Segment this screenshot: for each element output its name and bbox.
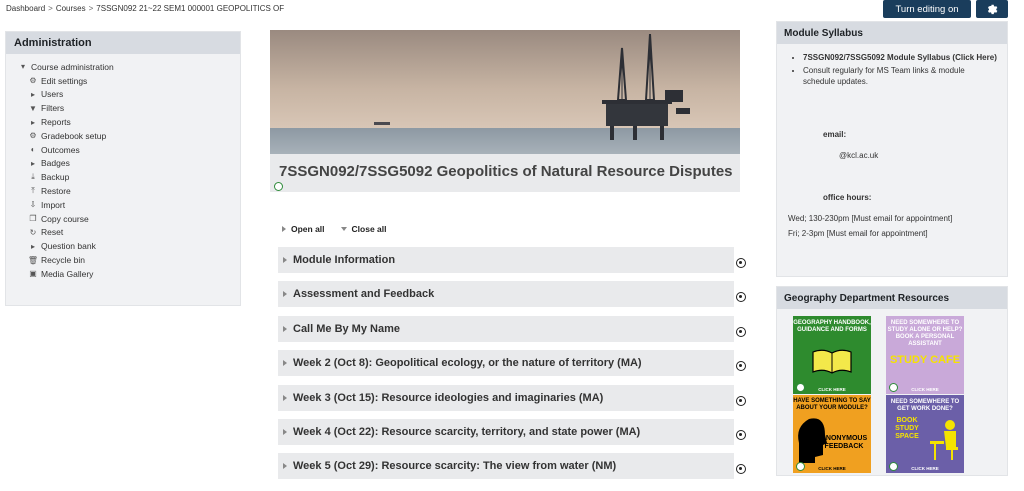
breadcrumb [6, 4, 284, 13]
oil-rig-image [270, 30, 740, 154]
course-section[interactable] [278, 385, 734, 411]
admin-item[interactable] [18, 88, 240, 102]
course-section[interactable] [278, 350, 734, 376]
admin-item[interactable] [18, 198, 240, 212]
completion-radio-icon[interactable] [736, 292, 746, 302]
course-section-title: Week 2 (Oct 8): Geopolitical ecology, or the nature of territory (MA) [293, 357, 642, 369]
chevron-right-icon [283, 429, 287, 435]
email-label: email: [823, 130, 847, 139]
kcl-badge-icon [889, 383, 898, 392]
admin-item-label: Outcomes [41, 144, 80, 155]
kcl-badge-icon [796, 462, 805, 471]
tile-text: GEOGRAPHY HANDBOOK, GUIDANCE AND FORMS [793, 320, 871, 333]
close-all-label: Close all [351, 224, 387, 234]
chevron-right-icon: ▸ [30, 117, 35, 127]
upload-icon: ⤒ [31, 186, 35, 196]
download-icon: ⤓ [31, 172, 35, 182]
completion-radio-icon[interactable] [736, 430, 746, 440]
admin-item[interactable] [18, 226, 240, 240]
tile-heading: STUDY CAFE [889, 354, 961, 366]
chevron-right-icon: ▸ [30, 89, 35, 99]
gear-icon [986, 3, 998, 15]
admin-item-label: Restore [41, 186, 71, 197]
course-section-title: Module Information [293, 254, 396, 266]
reset-icon: ↻ [29, 227, 37, 237]
course-section[interactable] [278, 419, 734, 445]
kcl-badge-icon [796, 383, 805, 392]
admin-item-label: Edit settings [41, 75, 88, 86]
anonymous-feedback-tile[interactable] [793, 395, 871, 473]
filter-icon: ▼ [29, 103, 37, 113]
course-section-title: Week 3 (Oct 15): Resource ideologies and imaginaries (MA) [293, 392, 604, 404]
chevron-right-icon [283, 291, 287, 297]
admin-item-label: Badges [41, 158, 70, 169]
copy-icon: ❐ [29, 214, 37, 224]
chevron-down-icon [341, 227, 347, 231]
trash-icon: 🗑 [27, 255, 39, 265]
tile-click-label: CLICK HERE [818, 466, 846, 471]
admin-item-label: Course administration [31, 61, 114, 72]
breadcrumb-separator: > [88, 4, 94, 13]
admin-item-label: Copy course [41, 213, 89, 224]
completion-radio-icon[interactable] [736, 258, 746, 268]
module-syllabus-title: Module Syllabus [777, 22, 1007, 44]
import-icon: ⇩ [29, 200, 37, 210]
completion-radio-icon[interactable] [736, 361, 746, 371]
kcl-badge-icon [889, 462, 898, 471]
admin-item[interactable] [18, 253, 240, 267]
study-cafe-tile[interactable] [886, 316, 964, 394]
chevron-right-icon [283, 257, 287, 263]
tile-text: NEED SOMEWHERE TO STUDY ALONE OR HELP? BOOK A PERSONAL ASSISTANT [887, 320, 963, 347]
administration-block [5, 31, 241, 306]
course-section-title: Assessment and Feedback [293, 288, 435, 300]
book-icon [811, 346, 853, 376]
book-study-space-tile[interactable] [886, 395, 964, 473]
course-section[interactable] [278, 281, 734, 307]
breadcrumb-courses[interactable]: Courses [55, 4, 86, 13]
breadcrumb-separator: > [48, 4, 53, 13]
completion-radio-icon[interactable] [736, 396, 746, 406]
course-section-title: Week 4 (Oct 22): Resource scarcity, territory, and state power (MA) [293, 426, 641, 438]
office-hours-line: Wed; 130-230pm [Must email for appointment] [788, 214, 953, 223]
syllabus-list [777, 44, 1007, 87]
breadcrumb-dashboard[interactable]: Dashboard [6, 4, 46, 13]
settings-button[interactable] [976, 0, 1008, 18]
admin-item[interactable] [18, 101, 240, 115]
handbook-tile[interactable] [793, 316, 871, 394]
chevron-right-icon: ▸ [30, 241, 35, 251]
admin-item-label: Gradebook setup [41, 130, 107, 141]
chevron-down-icon: ▾ [20, 62, 25, 72]
chevron-right-icon [283, 463, 287, 469]
geography-resources-block [776, 286, 1008, 476]
course-title: 7SSGN092/7SSG5092 Geopolitics of Natural Resource Disputes [279, 163, 733, 180]
admin-item-label: Users [41, 89, 64, 100]
admin-item-label: Question bank [41, 241, 96, 252]
admin-item[interactable] [18, 212, 240, 226]
admin-item[interactable] [18, 170, 240, 184]
admin-item-label: Filters [41, 103, 65, 114]
gear-icon: ⚙ [29, 131, 37, 141]
outcomes-icon: ◐ [30, 145, 36, 155]
admin-item[interactable] [18, 239, 240, 253]
turn-editing-button[interactable]: Turn editing on [883, 0, 971, 18]
tile-click-label: CLICK HERE [818, 387, 846, 392]
tile-text: HAVE SOMETHING TO SAY ABOUT YOUR MODULE? [793, 398, 871, 411]
section-toggle-controls [282, 224, 403, 234]
media-icon: ▣ [29, 269, 37, 279]
chevron-right-icon [283, 326, 287, 332]
administration-list [6, 54, 240, 281]
course-section-title: Call Me By My Name [293, 323, 400, 335]
course-title-box [270, 154, 740, 192]
course-section[interactable] [278, 247, 734, 273]
course-badge-icon [274, 182, 283, 191]
admin-item-label: Reset [41, 227, 64, 238]
admin-item-label: Backup [41, 172, 70, 183]
open-all-button[interactable] [282, 224, 325, 234]
admin-item[interactable] [18, 74, 240, 88]
course-banner-image [270, 30, 740, 154]
admin-item[interactable] [18, 157, 240, 171]
completion-radio-icon[interactable] [736, 464, 746, 474]
chevron-right-icon: ▸ [30, 158, 35, 168]
admin-item[interactable] [18, 267, 240, 281]
open-all-label: Open all [291, 224, 325, 234]
admin-item-label: Import [41, 199, 66, 210]
chevron-right-icon [283, 395, 287, 401]
admin-item[interactable] [18, 143, 240, 157]
admin-item[interactable] [18, 184, 240, 198]
admin-item[interactable] [18, 129, 240, 143]
geography-resources-title: Geography Department Resources [777, 287, 1007, 309]
tile-heading: ANONYMOUS FEEDBACK [820, 435, 868, 450]
gear-icon: ⚙ [29, 76, 37, 86]
chevron-right-icon [283, 360, 287, 366]
tile-text: NEED SOMEWHERE TO GET WORK DONE? [890, 399, 960, 412]
desk-chair-icon [926, 417, 962, 463]
admin-item-label: Media Gallery [41, 268, 94, 279]
completion-radio-icon[interactable] [736, 327, 746, 337]
close-all-button[interactable] [341, 224, 387, 234]
admin-item-label: Reports [41, 117, 71, 128]
tile-click-label: CLICK HERE [911, 387, 939, 392]
syllabus-link[interactable]: • 7SSGN092/7SSG5092 Module Syllabus (Click Here) [803, 52, 997, 63]
tile-heading: BOOK STUDY SPACE [895, 417, 919, 440]
module-syllabus-block [776, 21, 1008, 277]
syllabus-note: • Consult regularly for MS Team links & module schedule updates. [803, 65, 997, 87]
chevron-right-icon [282, 226, 286, 232]
tile-click-label: CLICK HERE [911, 466, 939, 471]
course-section[interactable] [278, 453, 734, 479]
office-hours-label: office hours: [823, 193, 872, 202]
email-value[interactable]: @kcl.ac.uk [839, 151, 879, 160]
admin-item[interactable] [18, 115, 240, 129]
breadcrumb-course[interactable]: 7SSGN092 21~22 SEM1 000001 GEOPOLITICS OF [96, 4, 285, 13]
admin-item-label: Recycle bin [41, 255, 85, 266]
office-hours-line: Fri; 2-3pm [Must email for appointment] [788, 229, 928, 238]
course-section[interactable] [278, 316, 734, 342]
administration-title: Administration [6, 32, 240, 54]
course-section-title: Week 5 (Oct 29): Resource scarcity: The view from water (NM) [293, 460, 617, 472]
admin-item[interactable] [18, 60, 240, 74]
